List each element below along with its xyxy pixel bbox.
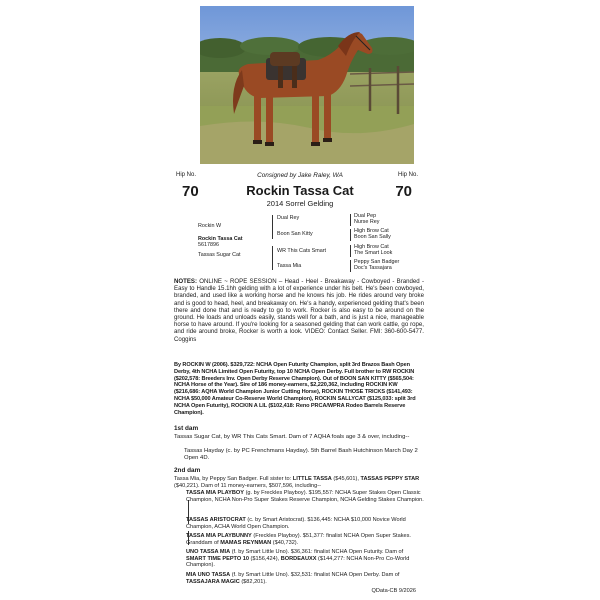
foal-extra: ($156,424), bbox=[249, 555, 281, 562]
notes-text: ONLINE ~ ROPE SESSION – Head - Heel - Breakaway - Cowboyed - Branded - Easy to Handle 15.1hh gelding with a lot of experience under his belt. He's been cowboyed, branded, and used like a working horse and he knows his job. He rides around very broke and is good to head, heel, and breakaway on. He's a handy, experienced gelding that's been there and done that and is ready to go to work. Rocker is also easy to be around on the ground. He loads and unloads easily, stands well for a bath, and is just a nice, manageable horse to have around. If you're looking for a seasoned gelding that can work cattle, go rope, and ride around broke, Rocker is worth a look. VIDEO: Contact Seller. FMI: 360-600-5477. Coggins bbox=[174, 278, 424, 343]
second-dam-intro-c: ($45,601), bbox=[331, 476, 361, 482]
horse-name: Rockin Tassa Cat bbox=[246, 183, 354, 198]
foal-text: (Freckles Playboy). $51,377: finalist NCHA Open Super Stakes. Granddam of bbox=[186, 533, 411, 546]
pedigree-dam-dam: Tassa Mia bbox=[277, 263, 302, 269]
pedigree-ggp-6: The Smart Look bbox=[354, 250, 393, 256]
pedigree-ggp-8: Doc's Tassajara bbox=[354, 265, 392, 271]
second-dam-intro bbox=[174, 476, 424, 489]
pedigree-ggp-7: Peppy San Badger bbox=[354, 259, 400, 265]
sire-info-prefix: By bbox=[174, 362, 183, 368]
foal-name: UNO TASSA MIA bbox=[186, 549, 231, 555]
hip-number-left: 70 bbox=[182, 183, 199, 200]
foal-name: TASSAS ARISTOCRAT bbox=[186, 517, 246, 523]
pedigree-ggp-1: Dual Pep bbox=[354, 213, 377, 219]
foal-name: TASSA MIA PLAYBOY bbox=[186, 490, 245, 496]
foal-extra-2: ($144,277: NCHA Non-Pro Co-World Champion). bbox=[186, 555, 410, 569]
foal-item bbox=[186, 549, 424, 569]
foal-text: (g. by Freckles Playboy). $195,557: NCHA Super Stakes Open Classic Champion, NCHA Non-Pro Super Stakes Reserve Champion, NCHA Gelding Stakes Champion. bbox=[186, 490, 424, 503]
foal-extra-bold: SMART TIME PEPTO 10 bbox=[186, 555, 249, 562]
foal-extra-bold-2: BORDEAUXX bbox=[280, 555, 317, 562]
notes-section bbox=[174, 278, 424, 343]
pedigree-sire: Rockin W bbox=[198, 223, 222, 229]
foal-extra: ($40,732). bbox=[271, 539, 299, 546]
foal-item bbox=[186, 517, 424, 530]
sire-info bbox=[174, 362, 424, 416]
pedigree-ggp-5: High Brow Cat bbox=[354, 244, 389, 250]
foal-item bbox=[186, 572, 424, 585]
first-dam-text: Tassas Sugar Cat, by WR This Cats Smart. Dam of 7 AQHA foals age 3 & over, including-- bbox=[174, 434, 410, 440]
foal-text: (f. by Smart Little Uno). $32,531: finalist NCHA Open Derby. Dam of bbox=[230, 572, 400, 578]
hip-number-right: 70 bbox=[395, 183, 412, 200]
pedigree-sire-dam: Boon San Kitty bbox=[277, 231, 313, 237]
second-dam-intro-d: TASSAS PEPPY STAR bbox=[360, 476, 420, 482]
pedigree-ggp-4: Boon San Sally bbox=[354, 234, 391, 240]
first-dam-title: 1st dam bbox=[174, 425, 199, 432]
foal-name: TASSA MIA PLAYBUNNY bbox=[186, 533, 252, 539]
second-dam-intro-e: ($40,221). Dam of 11 money-earners, $507,596, including-- bbox=[174, 482, 321, 489]
second-dam-title: 2nd dam bbox=[174, 467, 201, 474]
pedigree-ggp-2: Nurse Rey bbox=[354, 219, 380, 225]
foal-extra-bold: MAMAS REYNMAN bbox=[220, 539, 272, 546]
foal-name: MIA UNO TASSA bbox=[186, 572, 231, 578]
foal-text: (c. by Smart Aristocrat). $136,445: NCHA $10,000 Novice World Champion, ACHA World Open Champion. bbox=[186, 517, 406, 530]
foal-item bbox=[186, 490, 424, 503]
footer-code: QData-CB 9/2026 bbox=[371, 588, 416, 594]
pedigree-ggp-3: High Brow Cat bbox=[354, 228, 389, 234]
hip-label-left: Hip No. bbox=[176, 172, 197, 178]
foal-text: (f. by Smart Little Uno). $36,361: finalist NCHA Open Futurity. Dam of bbox=[230, 549, 404, 555]
notes-label: NOTES: bbox=[174, 278, 198, 285]
pedigree-dam-sire: WR This Cats Smart bbox=[277, 248, 327, 254]
hip-label-right: Hip No. bbox=[397, 172, 418, 178]
second-dam-intro-b: LITTLE TASSA bbox=[292, 476, 332, 482]
pedigree-dam: Tassas Sugar Cat bbox=[198, 252, 241, 258]
pedigree-horse: Rockin Tassa Cat bbox=[198, 236, 243, 242]
horse-photo bbox=[200, 6, 414, 164]
sale-catalog-page bbox=[174, 2, 426, 598]
second-dam-intro-a: Tassa Mia, by Peppy San Badger. Full sister to: bbox=[174, 476, 293, 482]
foal-extra: ($82,201). bbox=[239, 578, 267, 585]
first-dam-foal: Tassas Hayday (c. by PC Frenchmans Hayday). 5th Barrel Bash Hutchinson March Day 2 Open 4D. bbox=[184, 448, 418, 461]
sire-info-text: ROCKIN W (2006). $329,722: NCHA Open Futurity Champion, split 3rd Brazos Bash Open Derby, 4th NCHA Limited Open Futurity, top 10 NCHA Open Derby. Full brother to RW ROCKIN ($202,578: Breeders Inv. Open Derby Reserve Champion). Out of BOON SAN KITTY ($565,504: NCHA Horse of the Year). Sire of 186 money-earners, $2,220,362, including ROCKIN KW ($216,686: AQHA World Champion Junior Cutting Horse), ROCKIN THOSE TRICKS ($141,493: NCHA $50,000 Amateur Co-Reserve World Champion), ROCKIN SALLYCAT ($125,033: split 3rd NCHA Open Futurity), ROCKIN A LIL ($102,418: Reno PRCA/WPRA Rodeo Barrels Reserve Champion). bbox=[174, 362, 416, 416]
pedigree-sire-sire: Dual Rey bbox=[277, 215, 300, 221]
horse-description: 2014 Sorrel Gelding bbox=[266, 199, 334, 208]
pedigree-reg-number: 5617896 bbox=[198, 242, 219, 248]
consignor: Consigned by Jake Raley, WA bbox=[257, 172, 343, 179]
foal-extra-bold: TASSAJARA MAGIC bbox=[186, 578, 240, 585]
foal-item bbox=[186, 533, 424, 546]
